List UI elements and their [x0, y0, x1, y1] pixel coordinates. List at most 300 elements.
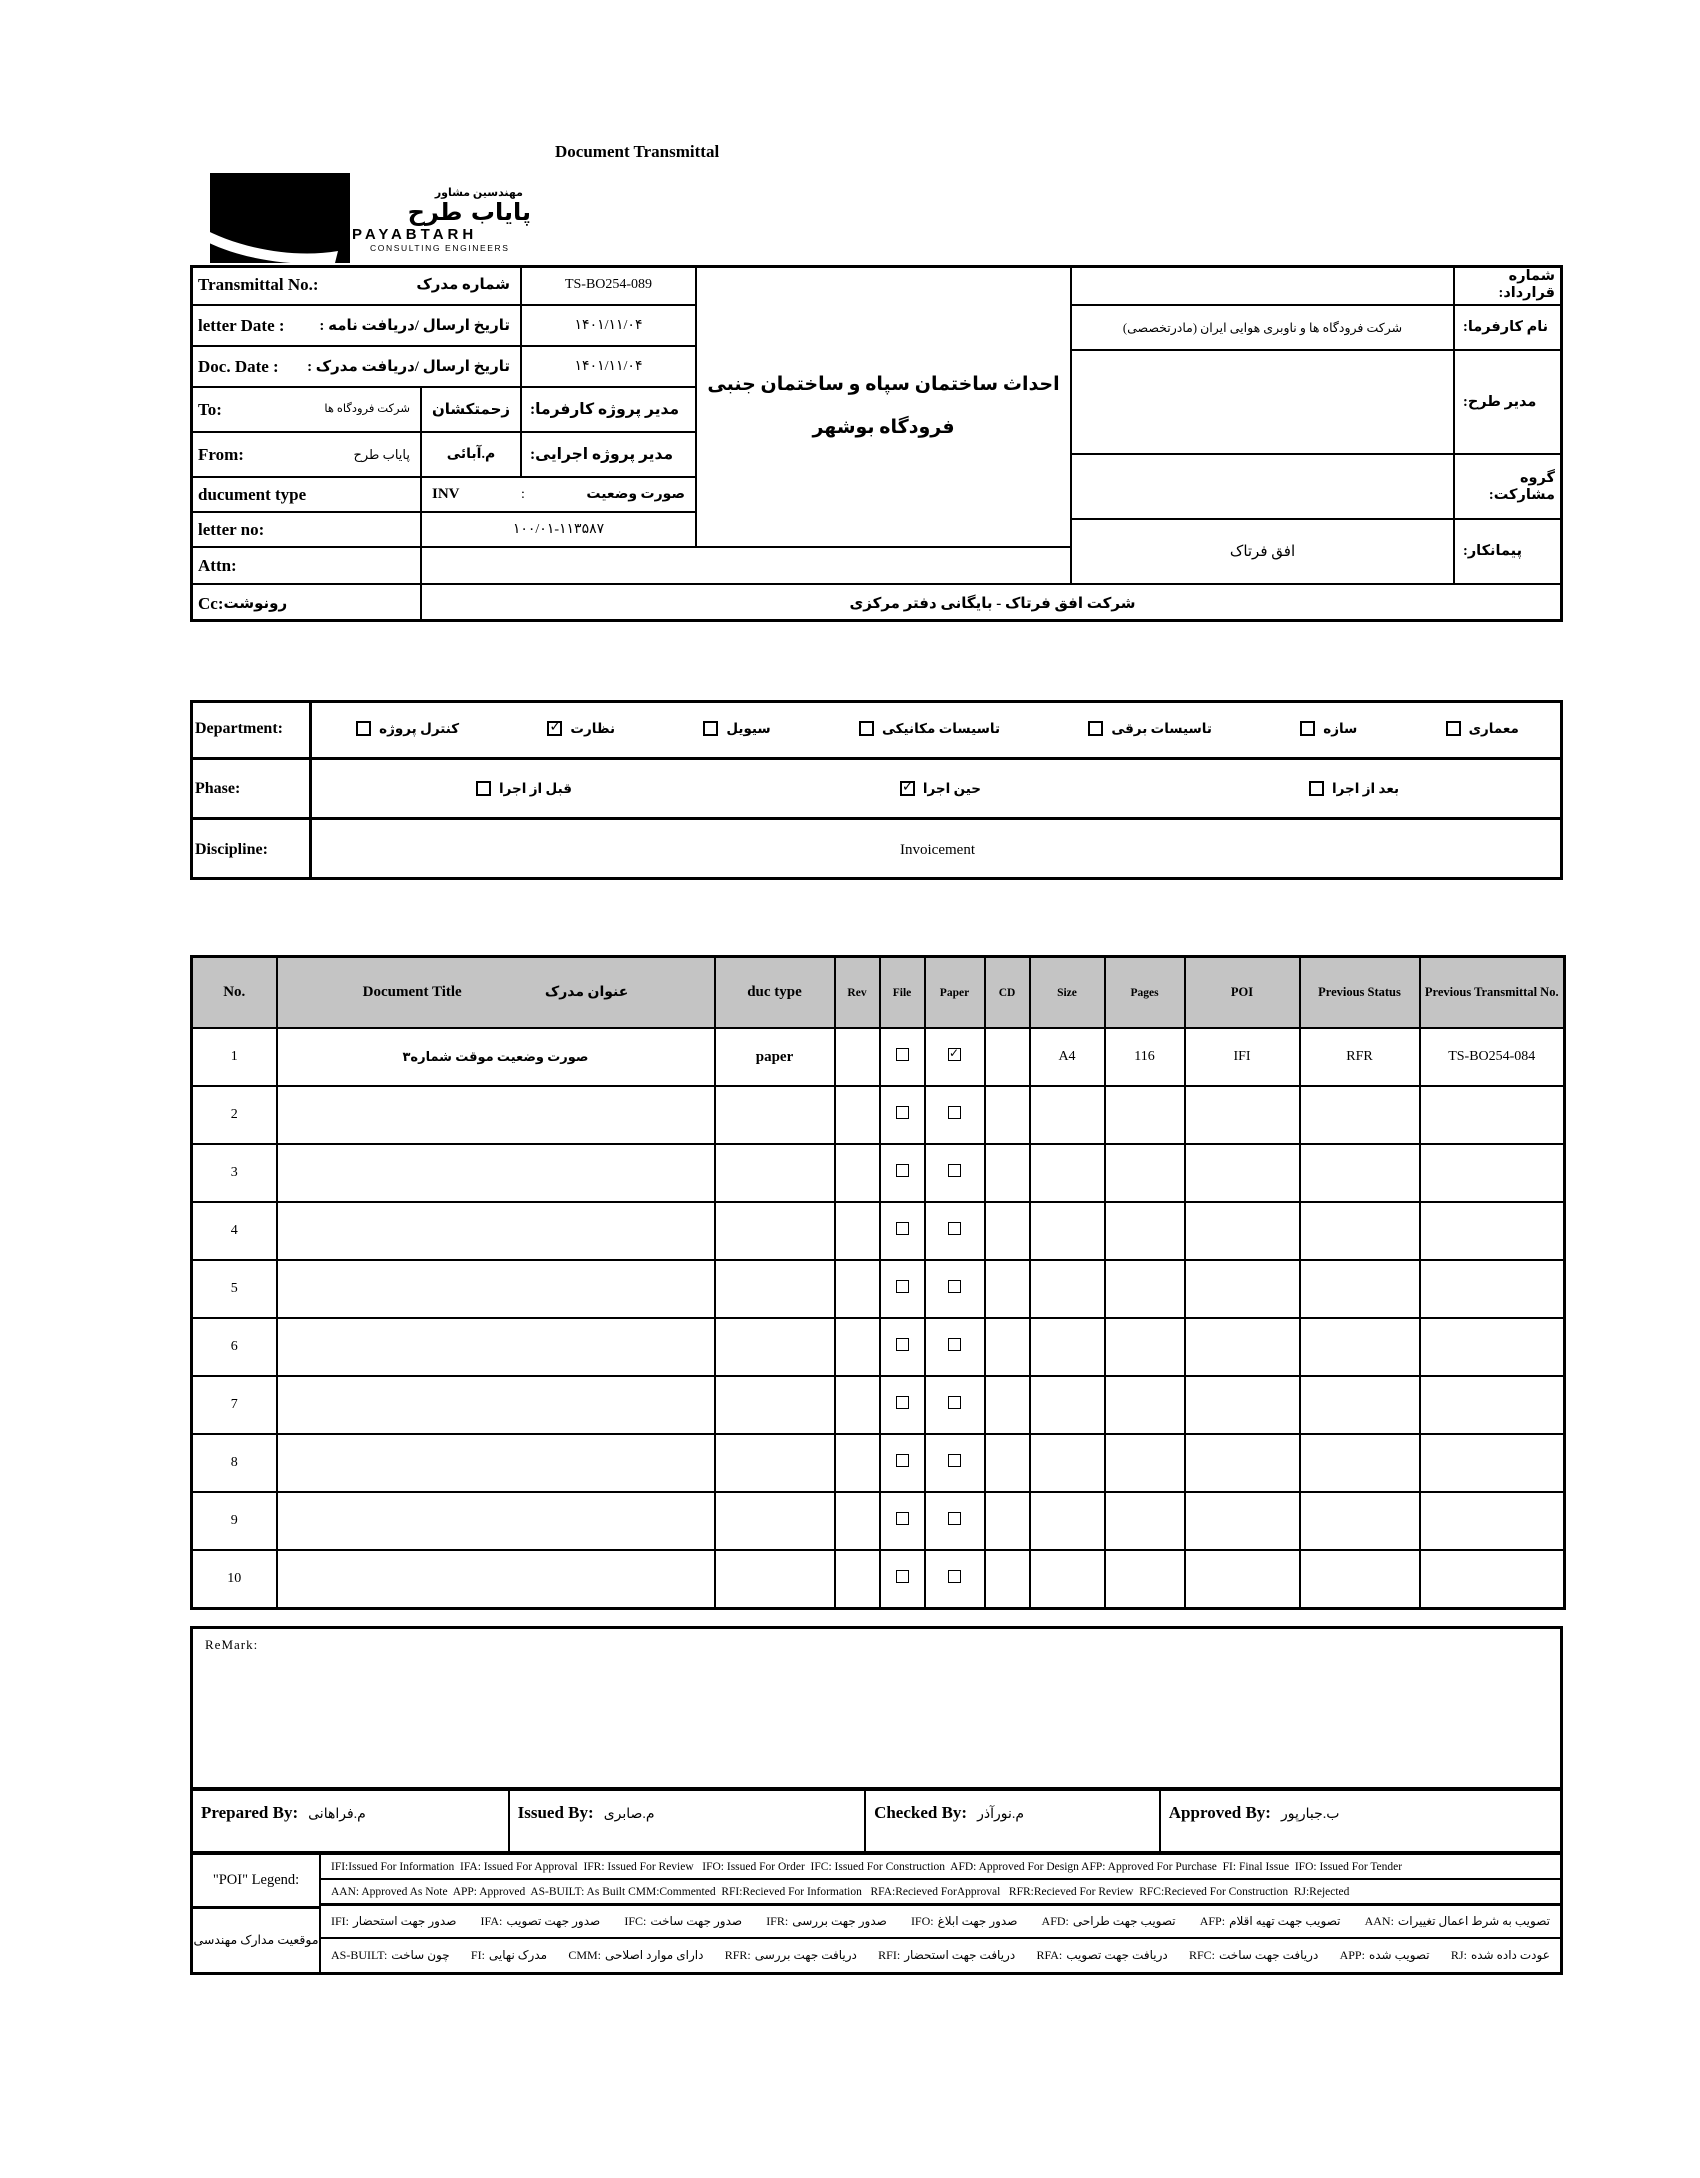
doc-type-label-cell [190, 478, 422, 513]
contract-no-label: شماره قرارداد: [1455, 265, 1563, 306]
cell-file [880, 1376, 925, 1434]
phase-option [900, 781, 981, 797]
cell-rev [835, 1260, 880, 1318]
doc-date-label-fa: تاریخ ارسال /دریافت مدرک : [307, 359, 510, 375]
letter-no-label-cell [190, 513, 422, 548]
unchecked-checkbox-icon [896, 1396, 909, 1409]
cell-pages [1105, 1202, 1185, 1260]
table-row [192, 1318, 1565, 1376]
legend-desc: دریافت جهت ساخت [1219, 1948, 1319, 1962]
cell-pages [1105, 1260, 1185, 1318]
cell-duc-type [715, 1434, 835, 1492]
legend-desc: چون ساخت [391, 1948, 450, 1962]
cell-pages [1105, 1086, 1185, 1144]
fa-legend-line2 [321, 1939, 1560, 1972]
cell-cd [985, 1492, 1030, 1550]
legend-desc: عودت داده شده [1470, 1948, 1550, 1962]
unchecked-checkbox-icon [948, 1570, 961, 1583]
cell-rev [835, 1028, 880, 1086]
cell-size [1030, 1086, 1105, 1144]
checked-checkbox-icon [900, 781, 915, 796]
cell-prev-status [1300, 1550, 1420, 1609]
to-person: زحمتکشان [422, 388, 522, 433]
unchecked-checkbox-icon [1446, 721, 1461, 736]
checked-by-cell [866, 1791, 1161, 1851]
cell-cd [985, 1434, 1030, 1492]
table-row [192, 1202, 1565, 1260]
phase-option-label: بعد از اجرا [1332, 780, 1400, 796]
col-header-title [277, 957, 715, 1029]
table-row [192, 1376, 1565, 1434]
checked-checkbox-icon [948, 1048, 961, 1061]
issued-by-cell [510, 1791, 866, 1851]
department-option-label: نظارت [570, 720, 616, 736]
unchecked-checkbox-icon [896, 1106, 909, 1119]
doc-type-label: ducument type [198, 484, 307, 504]
cell-no: 9 [192, 1492, 277, 1550]
approved-by-cell [1161, 1791, 1560, 1851]
department-option [1300, 721, 1357, 737]
unchecked-checkbox-icon [896, 1048, 909, 1061]
cell-prev-status [1300, 1086, 1420, 1144]
legend-desc: تصویب جهت طراحی [1072, 1914, 1176, 1928]
unchecked-checkbox-icon [896, 1338, 909, 1351]
cell-pages [1105, 1434, 1185, 1492]
cell-poi [1185, 1086, 1300, 1144]
cell-poi [1185, 1144, 1300, 1202]
table-row [192, 1260, 1565, 1318]
doc-date-text: ۱۴۰۱/۱۱/۰۴ [574, 359, 643, 374]
col-header-rev: Rev [835, 957, 880, 1029]
poi-legend-line1: IFI:Issued For Information IFA: Issued For Approval IFR: Issued For Review IFO: Issued For Order IFC: Issued For Construction AFD: Approved For Design AFP: Approved For Purchase FI: Final Issue IFO: Issued For Tender [321, 1855, 1560, 1880]
letter-date-label-en: letter Date : [198, 315, 285, 335]
cell-rev [835, 1202, 880, 1260]
phase-option [476, 781, 572, 797]
cell-title [277, 1028, 715, 1086]
to-company: شرکت فرودگاه ها [324, 402, 410, 415]
cell-prev-transmittal [1420, 1260, 1565, 1318]
cell-paper [925, 1144, 985, 1202]
payabtarh-logo-icon [210, 173, 350, 263]
checked-by-label: Checked By: [874, 1803, 968, 1822]
col-header-size: Size [1030, 957, 1105, 1029]
doc-type-fa: صورت وضعیت [586, 487, 685, 502]
legend-abbr: IFR: [766, 1914, 789, 1928]
cell-rev [835, 1144, 880, 1202]
unchecked-checkbox-icon [948, 1396, 961, 1409]
doc-type-value-cell [422, 478, 697, 513]
cc-label-cell [190, 585, 422, 622]
cell-title [277, 1318, 715, 1376]
cell-cd [985, 1318, 1030, 1376]
legend-desc: مدرک نهایی [488, 1948, 548, 1962]
legend-entry [878, 1948, 1015, 1963]
project-title-line2: فرودگاه بوشهر [812, 416, 955, 438]
cell-duc-type [715, 1086, 835, 1144]
cell-title [277, 1492, 715, 1550]
cell-title [277, 1376, 715, 1434]
cell-poi [1185, 1434, 1300, 1492]
attn-value-cell [422, 548, 1072, 585]
legend-desc: صدور جهت بررسی [792, 1914, 887, 1928]
unchecked-checkbox-icon [1309, 781, 1324, 796]
from-cell [190, 433, 422, 478]
cell-paper [925, 1086, 985, 1144]
department-option-label: تاسیسات مکانیکی [881, 720, 1001, 736]
cell-title [277, 1086, 715, 1144]
legend-abbr: IFO: [910, 1914, 934, 1928]
table-row [192, 1086, 1565, 1144]
legend-abbr: AFP: [1199, 1914, 1226, 1928]
from-person: م.آبائی [422, 433, 522, 478]
legend-abbr: RFI: [878, 1948, 901, 1962]
cell-prev-status [1300, 1434, 1420, 1492]
consortium-value-cell [1072, 455, 1455, 520]
department-option-label: تاسیسات برقی [1111, 720, 1212, 736]
legend-abbr: RFC: [1188, 1948, 1215, 1962]
unchecked-checkbox-icon [948, 1164, 961, 1177]
legend-entry [766, 1914, 887, 1929]
cell-no: 2 [192, 1086, 277, 1144]
department-option [547, 721, 615, 737]
cell-title [277, 1550, 715, 1609]
col-header-no: No. [192, 957, 277, 1029]
legend-entry [331, 1914, 456, 1929]
doc-type-separator: : [521, 486, 525, 502]
legend-entry [1340, 1948, 1430, 1963]
col-header-file: File [880, 957, 925, 1029]
cell-size [1030, 1318, 1105, 1376]
cell-prev-transmittal [1420, 1144, 1565, 1202]
cell-poi [1185, 1492, 1300, 1550]
cell-prev-transmittal: TS-BO254-084 [1420, 1028, 1565, 1086]
cell-title [277, 1434, 715, 1492]
cell-file [880, 1434, 925, 1492]
cell-file [880, 1260, 925, 1318]
legend-abbr: RJ: [1450, 1948, 1467, 1962]
cell-no: 10 [192, 1550, 277, 1609]
cell-file [880, 1086, 925, 1144]
col-header-cd: CD [985, 957, 1030, 1029]
cell-title [277, 1202, 715, 1260]
attn-label: Attn: [198, 555, 237, 575]
phase-option-label: حین اجرا [922, 780, 982, 796]
department-option-label: معماری [1468, 720, 1519, 736]
cell-prev-status [1300, 1492, 1420, 1550]
col-header-poi: POI [1185, 957, 1300, 1029]
legend-entry [568, 1948, 703, 1963]
exec-pm-label: مدیر پروژه اجرایی: [522, 433, 697, 478]
cell-poi [1185, 1376, 1300, 1434]
cell-pages [1105, 1550, 1185, 1609]
legend-desc: تصویب به شرط اعمال تغییرات [1397, 1914, 1550, 1928]
table-row [192, 1144, 1565, 1202]
legend-entry [1451, 1948, 1550, 1963]
cell-prev-transmittal [1420, 1376, 1565, 1434]
unchecked-checkbox-icon [896, 1280, 909, 1293]
cell-size [1030, 1202, 1105, 1260]
project-title-cell [697, 265, 1072, 548]
legend-desc: تصویب شده [1368, 1948, 1430, 1962]
cell-prev-status [1300, 1260, 1420, 1318]
legend-entry [1200, 1914, 1341, 1929]
cell-paper [925, 1492, 985, 1550]
cell-prev-status [1300, 1144, 1420, 1202]
cell-size [1030, 1492, 1105, 1550]
cell-no: 3 [192, 1144, 277, 1202]
cell-prev-transmittal [1420, 1492, 1565, 1550]
letter-date-value [522, 306, 697, 347]
cell-paper [925, 1550, 985, 1609]
cell-rev [835, 1550, 880, 1609]
letter-date-label-fa: تاریخ ارسال /دریافت نامه : [319, 318, 510, 334]
cell-file [880, 1144, 925, 1202]
unchecked-checkbox-icon [1088, 721, 1103, 736]
cell-file [880, 1550, 925, 1609]
page-title: Document Transmittal [555, 142, 720, 161]
cell-size [1030, 1550, 1105, 1609]
col-header-title-en: Document Title [362, 984, 462, 1000]
discipline-value: Invoicement [900, 841, 975, 858]
legend-abbr: AFD: [1041, 1914, 1069, 1928]
prepared-by-label: Prepared By: [201, 1803, 299, 1822]
department-option [1088, 721, 1212, 737]
letter-no-value-cell [422, 513, 697, 548]
legend-abbr: CMM: [568, 1948, 602, 1962]
legend-abbr: RFA: [1036, 1948, 1063, 1962]
cell-cd [985, 1086, 1030, 1144]
cell-cd [985, 1028, 1030, 1086]
legend-entry [1189, 1948, 1318, 1963]
legend-entry [1036, 1948, 1167, 1963]
design-manager-label: مدیر طرح: [1455, 351, 1563, 455]
design-manager-value-cell [1072, 351, 1455, 455]
cell-duc-type [715, 1318, 835, 1376]
logo-text-block [352, 188, 537, 253]
discipline-label: Discipline: [190, 820, 312, 880]
unchecked-checkbox-icon [859, 721, 874, 736]
cell-prev-transmittal [1420, 1318, 1565, 1376]
col-header-paper: Paper [925, 957, 985, 1029]
legend-lines-column [321, 1855, 1560, 1972]
cell-prev-transmittal [1420, 1434, 1565, 1492]
consortium-label: گروه مشارکت: [1455, 455, 1563, 520]
cell-size [1030, 1144, 1105, 1202]
legend-abbr: AAN: [1364, 1914, 1394, 1928]
table-row [192, 1028, 1565, 1086]
col-header-pages: Pages [1105, 957, 1185, 1029]
legend-abbr: IFA: [480, 1914, 503, 1928]
legend-desc: دریافت جهت بررسی [754, 1948, 857, 1962]
table-row [192, 1492, 1565, 1550]
unchecked-checkbox-icon [896, 1222, 909, 1235]
doc-date-label-en: Doc. Date : [198, 356, 279, 376]
signatures-row [190, 1788, 1563, 1854]
cc-label-fa: رونوشت [223, 596, 288, 612]
cell-cd [985, 1202, 1030, 1260]
cell-cd [985, 1144, 1030, 1202]
legend-entry [1365, 1914, 1550, 1929]
documents-table-wrap [190, 955, 1563, 1610]
legend-desc: صدور جهت تصویب [506, 1914, 601, 1928]
cell-prev-transmittal [1420, 1202, 1565, 1260]
logo-latin-subtitle: CONSULTING ENGINEERS [370, 243, 510, 254]
cell-poi [1185, 1318, 1300, 1376]
classification-table [190, 700, 1563, 880]
approved-by-name: ب.جبارپور [1280, 1807, 1340, 1822]
legend-desc: صدور جهت استحضار [353, 1914, 457, 1928]
letter-no-value: ۱۰۰/۰۱-۱۱۳۵۸۷ [512, 522, 605, 537]
phase-options-row [312, 760, 1563, 820]
letter-no-label: letter no: [198, 519, 265, 539]
cell-poi [1185, 1202, 1300, 1260]
unchecked-checkbox-icon [948, 1512, 961, 1525]
cell-pages: 116 [1105, 1028, 1185, 1086]
cell-title [277, 1144, 715, 1202]
attn-label-cell [190, 548, 422, 585]
cell-duc-type [715, 1260, 835, 1318]
cell-pages [1105, 1318, 1185, 1376]
cell-paper [925, 1202, 985, 1260]
header-table [190, 265, 1563, 622]
unchecked-checkbox-icon [948, 1454, 961, 1467]
legend-entry [471, 1948, 547, 1963]
legend-block [190, 1852, 1563, 1975]
legend-desc: صدور جهت ابلاغ [937, 1914, 1018, 1928]
department-label: Department: [190, 700, 312, 760]
department-option-label: سیویل [726, 720, 771, 736]
cell-cd [985, 1376, 1030, 1434]
document-title-text: صورت وضعیت موقت شماره۳ [402, 1048, 589, 1064]
unchecked-checkbox-icon [896, 1454, 909, 1467]
legend-desc: دریافت جهت تصویب [1066, 1948, 1168, 1962]
cell-no: 1 [192, 1028, 277, 1086]
legend-abbr: IFC: [624, 1914, 647, 1928]
cell-file [880, 1028, 925, 1086]
from-label: From: [198, 444, 244, 464]
to-cell [190, 388, 422, 433]
documents-table-header-row [192, 957, 1565, 1029]
cell-paper [925, 1434, 985, 1492]
poi-legend-line2: AAN: Approved As Note APP: Approved AS-BUILT: As Built CMM:Commented RFI:Recieved For Information RFA:Recieved ForApproval RFR:Recieved For Review RFC:Recieved For Construction RJ:Rejected [321, 1880, 1560, 1906]
department-option [356, 721, 459, 737]
cell-file [880, 1318, 925, 1376]
department-option [1446, 721, 1519, 737]
unchecked-checkbox-icon [1300, 721, 1315, 736]
unchecked-checkbox-icon [948, 1280, 961, 1293]
client-name-value: شرکت فرودگاه ها و ناوبری هوایی ایران (مادرتخصصی) [1072, 306, 1455, 351]
checked-by-name: م.نورآذر [977, 1807, 1025, 1822]
table-row [192, 1434, 1565, 1492]
unchecked-checkbox-icon [476, 781, 491, 796]
letter-date-text: ۱۴۰۱/۱۱/۰۴ [574, 318, 643, 333]
client-name-label: نام کارفرما: [1455, 306, 1563, 351]
cell-cd [985, 1550, 1030, 1609]
client-pm-label: مدیر پروژه کارفرما: [522, 388, 697, 433]
cell-duc-type [715, 1144, 835, 1202]
cell-poi: IFI [1185, 1028, 1300, 1086]
cell-size: A4 [1030, 1028, 1105, 1086]
poi-legend-label: "POI" Legend: [193, 1855, 319, 1909]
cell-pages [1105, 1144, 1185, 1202]
fa-legend-label: موقعیت مدارک مهندسی [193, 1933, 319, 1947]
cell-prev-status [1300, 1202, 1420, 1260]
transmittal-no-value: TS-BO254-089 [522, 265, 697, 306]
cell-duc-type [715, 1202, 835, 1260]
cell-paper [925, 1260, 985, 1318]
cell-title [277, 1260, 715, 1318]
legend-desc: صدور جهت ساخت [650, 1914, 743, 1928]
cell-size [1030, 1376, 1105, 1434]
col-header-duc-type: duc type [715, 957, 835, 1029]
col-header-prev-status: Previous Status [1300, 957, 1420, 1029]
transmittal-no-label-fa: شماره مدرک [416, 277, 510, 293]
cell-paper [925, 1318, 985, 1376]
cell-no: 8 [192, 1434, 277, 1492]
unchecked-checkbox-icon [948, 1338, 961, 1351]
cell-paper [925, 1028, 985, 1086]
cell-duc-type [715, 1492, 835, 1550]
legend-entry [481, 1914, 601, 1929]
cell-pages [1105, 1492, 1185, 1550]
cell-size [1030, 1260, 1105, 1318]
legend-entry [1042, 1914, 1176, 1929]
cell-duc-type: paper [715, 1028, 835, 1086]
prepared-by-name: م.فراهانی [308, 1807, 366, 1822]
transmittal-no-label-cell [190, 265, 522, 306]
letter-date-label-cell [190, 306, 522, 347]
department-option [859, 721, 1000, 737]
unchecked-checkbox-icon [896, 1164, 909, 1177]
documents-table [190, 955, 1566, 1610]
legend-entry [331, 1948, 450, 1963]
legend-desc: دریافت جهت استحضار [904, 1948, 1016, 1962]
department-option-label: سازه [1323, 720, 1358, 736]
doc-date-label-cell [190, 347, 522, 388]
unchecked-checkbox-icon [356, 721, 371, 736]
legend-abbr: APP: [1339, 1948, 1365, 1962]
legend-entry [911, 1914, 1017, 1929]
unchecked-checkbox-icon [896, 1512, 909, 1525]
prepared-by-cell [193, 1791, 510, 1851]
cell-rev [835, 1086, 880, 1144]
issued-by-name: م.صابری [603, 1807, 655, 1822]
doc-date-value [522, 347, 697, 388]
legend-abbr: IFI: [331, 1914, 349, 1928]
cell-size [1030, 1434, 1105, 1492]
legend-abbr: RFR: [724, 1948, 751, 1962]
contract-no-value-cell [1072, 265, 1455, 306]
from-company: پایاب طرح [353, 446, 410, 462]
contractor-value: افق فرتاک [1072, 520, 1455, 585]
phase-label: Phase: [190, 760, 312, 820]
cc-value: شرکت افق فرتاک - بایگانی دفتر مرکزی [849, 596, 1136, 612]
legend-desc: دارای موارد اصلاحی [605, 1948, 704, 1962]
approved-by-label: Approved By: [1168, 1803, 1271, 1822]
cell-file [880, 1202, 925, 1260]
cell-rev [835, 1376, 880, 1434]
unchecked-checkbox-icon [948, 1222, 961, 1235]
cell-rev [835, 1434, 880, 1492]
unchecked-checkbox-icon [703, 721, 718, 736]
phase-option [1309, 781, 1399, 797]
unchecked-checkbox-icon [948, 1106, 961, 1119]
cell-no: 6 [192, 1318, 277, 1376]
cell-rev [835, 1318, 880, 1376]
logo-persian-tagline: مهندسین مشاور [434, 187, 523, 199]
remark-label: ReMark: [205, 1637, 259, 1652]
cell-poi [1185, 1550, 1300, 1609]
